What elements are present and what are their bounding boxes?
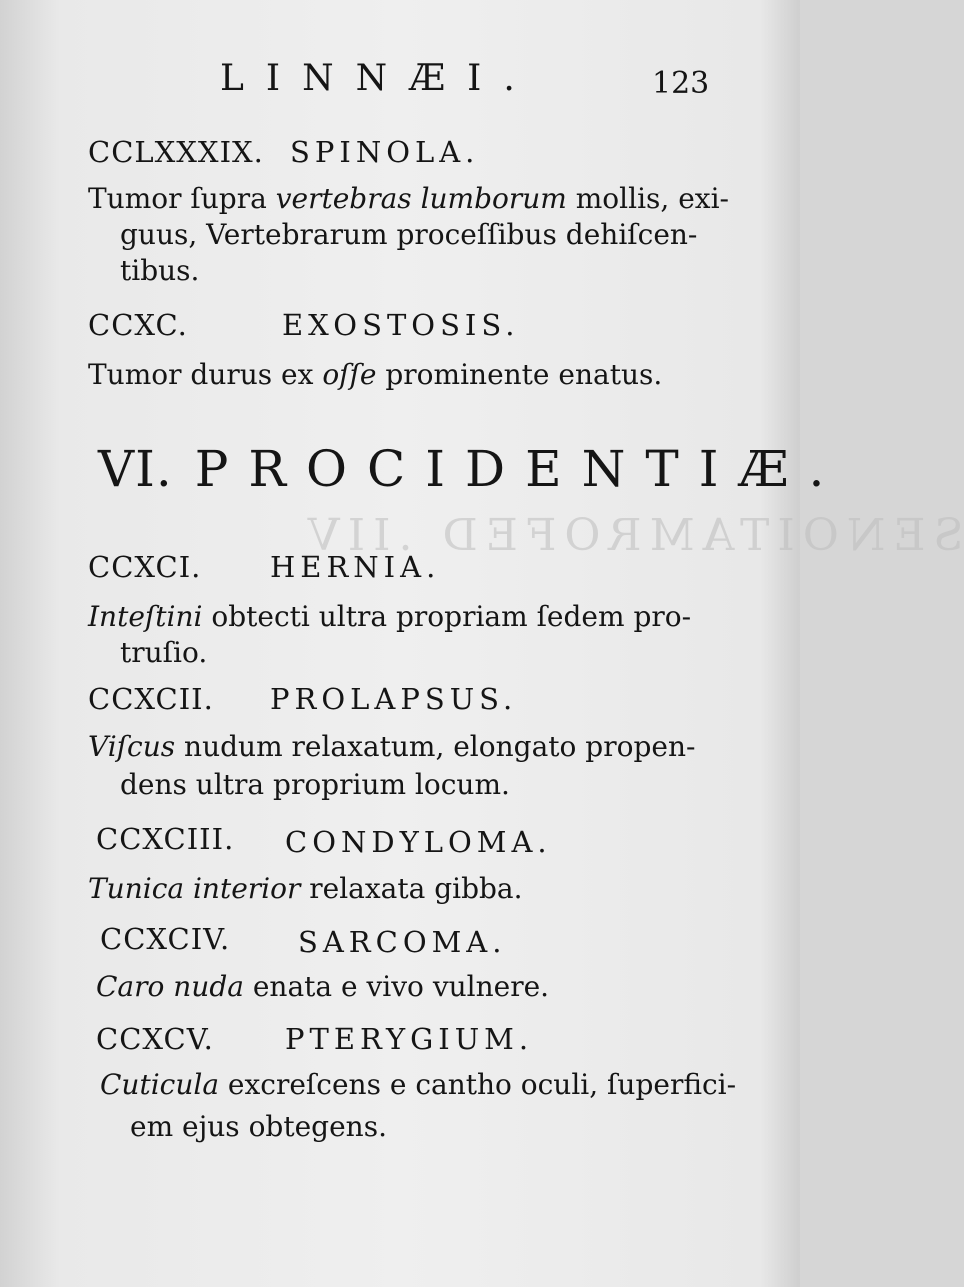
entry-number: CCLXXXIX. bbox=[88, 135, 264, 169]
entry-text-line: Tumor durus ex oſſe prominente enatus. bbox=[88, 358, 663, 391]
entry-number: CCXCV. bbox=[96, 1022, 214, 1056]
entry-title: CONDYLOMA. bbox=[285, 825, 552, 859]
entry-number: CCXCIV. bbox=[100, 922, 231, 956]
page-number: 123 bbox=[652, 66, 710, 101]
entry-text-line: tibus. bbox=[120, 254, 200, 287]
entry-text-line: Tumor ſupra vertebras lumborum mollis, exi- bbox=[88, 182, 729, 215]
entry-text-line: truſio. bbox=[120, 636, 208, 669]
running-header: LINNÆI. bbox=[220, 58, 537, 99]
entry-text-line: Tunica interior relaxata gibba. bbox=[88, 872, 523, 905]
entry-number: CCXC. bbox=[88, 308, 188, 342]
entry-number: CCXCIII. bbox=[96, 822, 235, 856]
entry-title: PROLAPSUS. bbox=[270, 682, 518, 716]
entry-text-line: Caro nuda enata e vivo vulnere. bbox=[96, 970, 550, 1003]
entry-title: EXOSTOSIS. bbox=[282, 308, 520, 342]
entry-text-line: dens ultra proprium locum. bbox=[120, 768, 510, 801]
entry-text-line: em ejus obtegens. bbox=[130, 1110, 387, 1143]
show-through-text: SENOITAMROFED .IIV bbox=[300, 510, 964, 561]
entry-text-line: Inteſtini obtecti ultra propriam ſedem pro- bbox=[88, 600, 692, 633]
entry-text-line: Viſcus nudum relaxatum, elongato propen- bbox=[88, 730, 696, 763]
entry-title: SARCOMA. bbox=[298, 925, 507, 959]
entry-number: CCXCI. bbox=[88, 550, 202, 584]
entry-title: PTERYGIUM. bbox=[285, 1022, 534, 1056]
entry-title: HERNIA. bbox=[270, 550, 441, 584]
section-heading: VI. PROCIDENTIÆ. bbox=[98, 440, 845, 498]
entry-text-line: guus, Vertebrarum proceſſibus dehiſcen- bbox=[120, 218, 698, 251]
entry-title: SPINOLA. bbox=[290, 135, 480, 169]
entry-text-line: Cuticula excreſcens e cantho oculi, ſuperfici- bbox=[100, 1068, 737, 1101]
entry-number: CCXCII. bbox=[88, 682, 214, 716]
